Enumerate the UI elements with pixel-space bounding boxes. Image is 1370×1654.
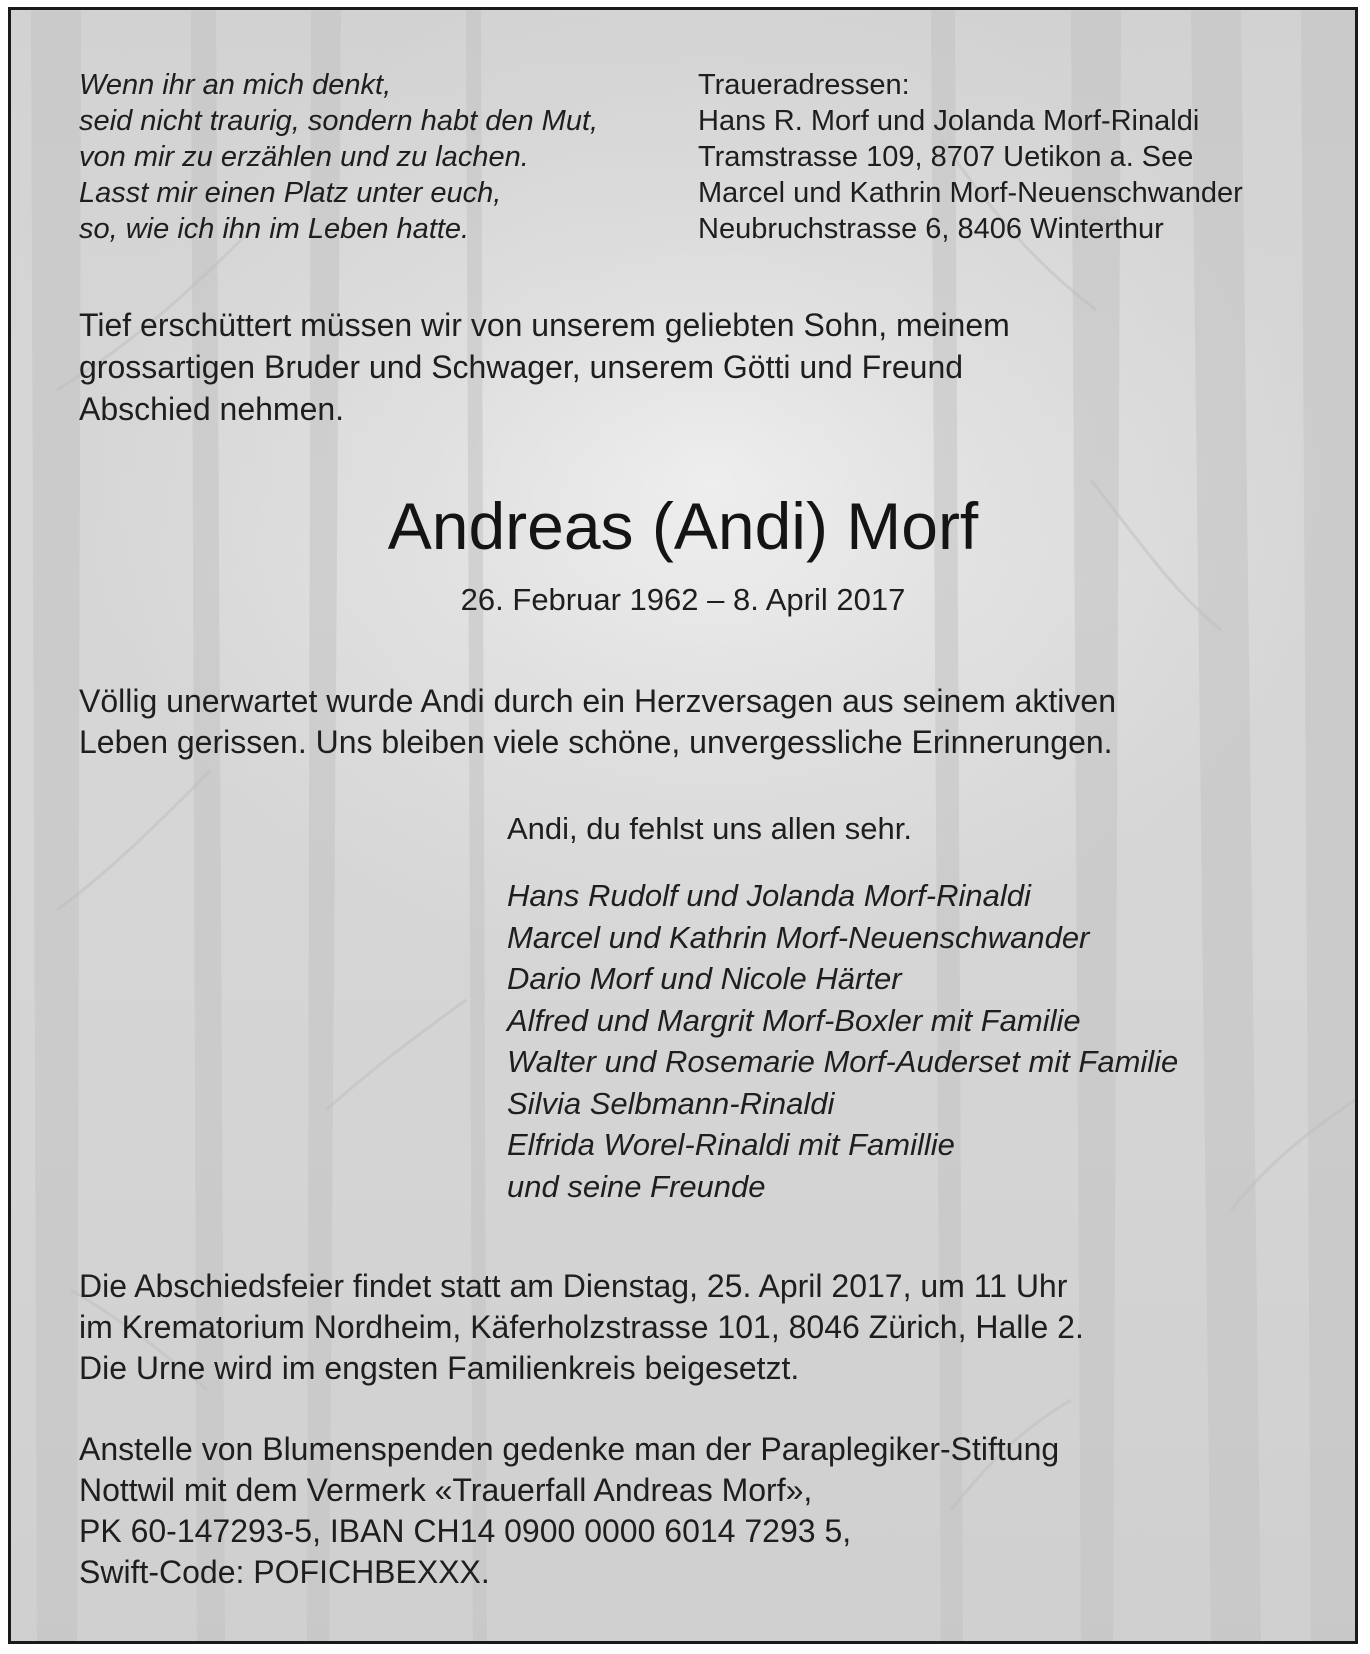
- addresses-heading: Traueradressen:: [698, 69, 910, 101]
- mourner-item: Alfred und Margrit Morf-Boxler mit Familie: [507, 1002, 1081, 1038]
- mourner-item: Elfrida Worel-Rinaldi mit Famillie: [507, 1127, 955, 1162]
- ceremony-line: Die Abschiedsfeier findet statt am Dienstag, 25. April 2017, um 11 Uhr: [79, 1268, 1068, 1304]
- life-dates: 26. Februar 1962 – 8. April 2017: [460, 582, 906, 617]
- address-line: Marcel und Kathrin Morf-Neuenschwander: [698, 177, 1243, 209]
- intro-line: Abschied nehmen.: [79, 391, 345, 427]
- donation-paragraph: [79, 1429, 1059, 1593]
- poem-line: seid nicht traurig, sondern habt den Mut,: [79, 105, 599, 137]
- poem-line: Lasst mir einen Platz unter euch,: [79, 177, 502, 209]
- address-line: Neubruchstrasse 6, 8406 Winterthur: [698, 213, 1164, 245]
- farewell-line: Andi, du fehlst uns allen sehr.: [507, 811, 912, 846]
- ceremony-paragraph: [79, 1266, 1084, 1389]
- poem-line: von mir zu erzählen und zu lachen.: [79, 141, 529, 173]
- mourner-item: Marcel und Kathrin Morf-Neuenschwander: [507, 919, 1090, 955]
- donation-line: Swift-Code: POFICHBEXXX.: [79, 1554, 490, 1590]
- ceremony-line: Die Urne wird im engsten Familienkreis beigesetzt.: [79, 1350, 800, 1386]
- mourner-item: Dario Morf und Nicole Härter: [507, 961, 902, 996]
- address-line: Hans R. Morf und Jolanda Morf-Rinaldi: [698, 105, 1200, 137]
- mourner-item: und seine Freunde: [507, 1168, 766, 1204]
- obituary-card: [8, 7, 1358, 1644]
- mourner-item: Walter und Rosemarie Morf-Auderset mit Familie: [507, 1044, 1179, 1079]
- poem: [79, 67, 598, 247]
- donation-line: Anstelle von Blumenspenden gedenke man der Paraplegiker-Stiftung: [79, 1431, 1060, 1467]
- ceremony-line: im Krematorium Nordheim, Käferholzstrasse 101, 8046 Zürich, Halle 2.: [79, 1309, 1084, 1345]
- intro-line: Tief erschüttert müssen wir von unserem geliebten Sohn, meinem: [79, 307, 1010, 343]
- intro-paragraph: [79, 304, 1010, 430]
- donation-line: Nottwil mit dem Vermerk «Trauerfall Andreas Morf»,: [79, 1472, 813, 1508]
- mourner-item: Silvia Selbmann-Rinaldi: [507, 1085, 835, 1121]
- message-line: Leben gerissen. Uns bleiben viele schöne, unvergessliche Erinnerungen.: [79, 724, 1113, 760]
- message-paragraph: [79, 681, 1116, 763]
- poem-line: so, wie ich ihn im Leben hatte.: [79, 213, 470, 245]
- address-line: Tramstrasse 109, 8707 Uetikon a. See: [698, 141, 1194, 173]
- intro-line: grossartigen Bruder und Schwager, unserem Götti und Freund: [79, 349, 964, 385]
- deceased-name: Andreas (Andi) Morf: [387, 489, 979, 563]
- mourners-list: [507, 875, 1178, 1207]
- poem-line: Wenn ihr an mich denkt,: [79, 69, 392, 101]
- message-line: Völlig unerwartet wurde Andi durch ein Herzversagen aus seinem aktiven: [79, 683, 1116, 719]
- donation-line: PK 60-147293-5, IBAN CH14 0900 0000 6014 7293 5,: [79, 1513, 852, 1549]
- mourning-addresses: [698, 67, 1243, 247]
- mourner-item: Hans Rudolf und Jolanda Morf-Rinaldi: [507, 878, 1031, 913]
